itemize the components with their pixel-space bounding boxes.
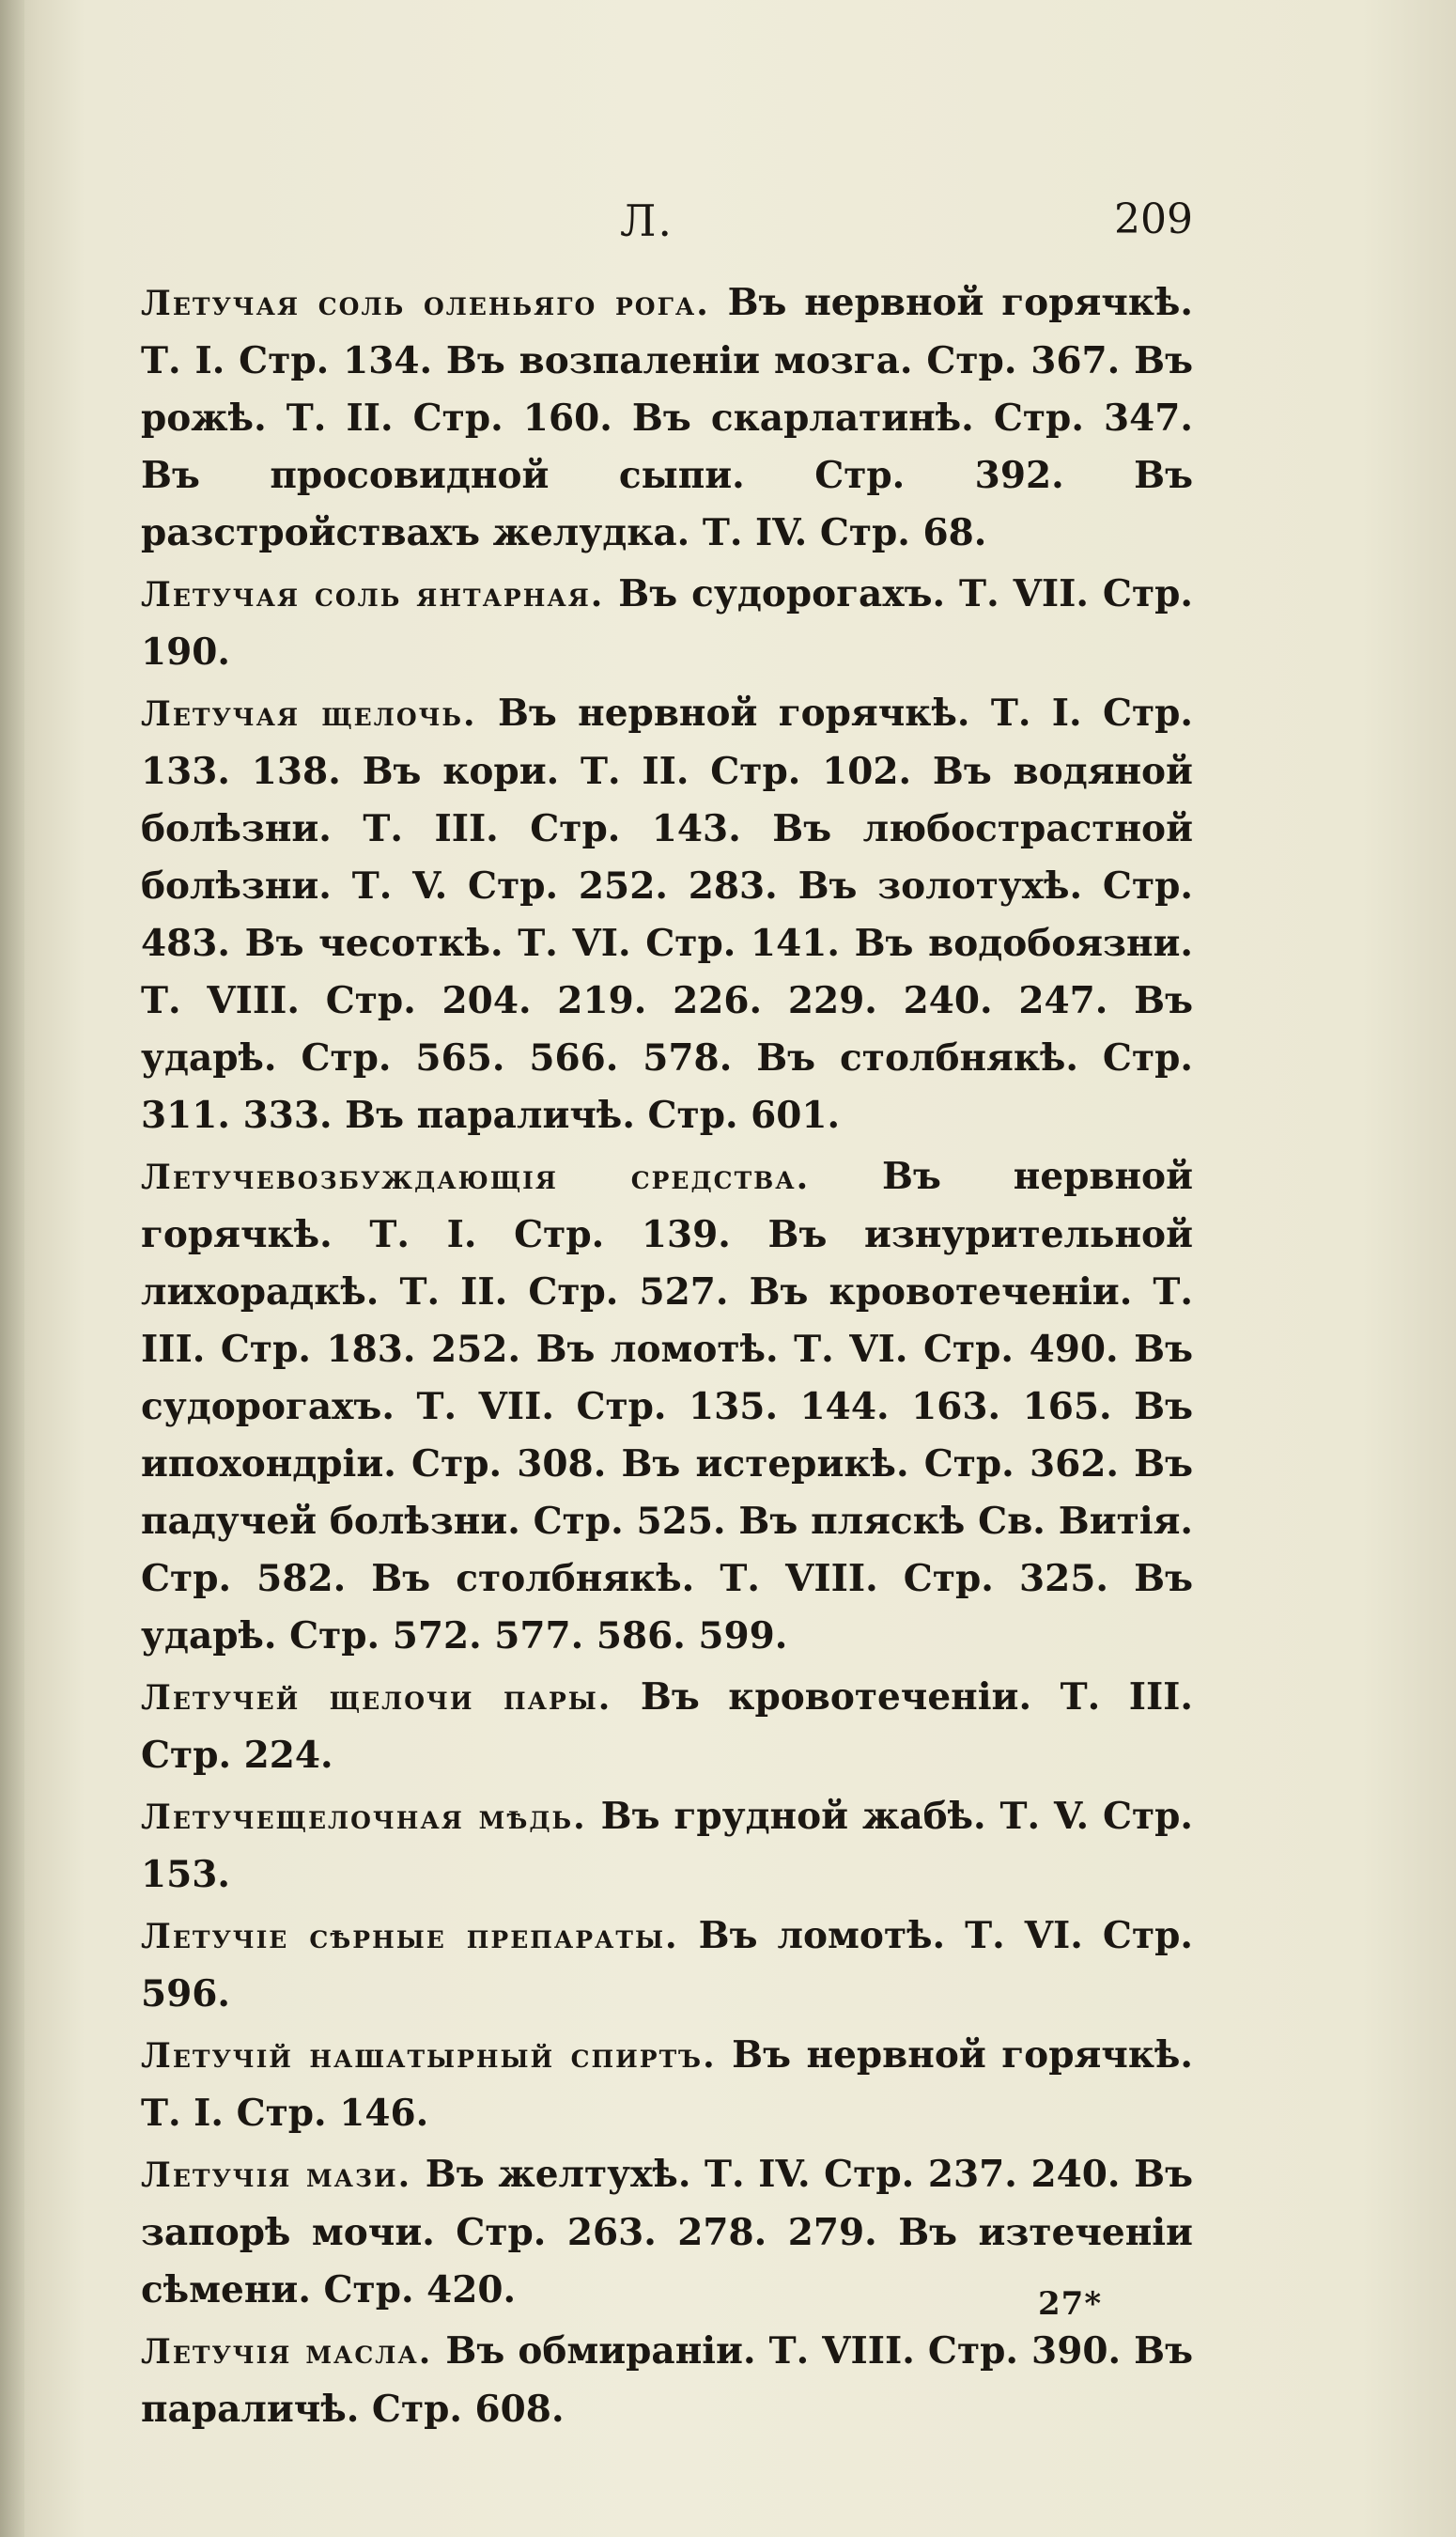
- index-entry: [141, 1788, 1193, 1904]
- entry-text: Въ нервной горячкѣ. Т. I. Стр. 133. 138. Въ кори. Т. II. Стр. 102. Въ водяной болѣзни. Т. III. Стр. 143. Въ любострастной болѣзни. Т. V. Стр. 252. 283. Въ золотухѣ. Стр. 483. Въ чесоткѣ. Т. VI. Стр. 141. Въ водобоязни. Т. VIII. Стр. 204. 219. 226. 229. 240. 247. Въ ударѣ. Стр. 565. 566. 578. Въ столбнякѣ. Стр. 311. 333. Въ параличѣ. Стр. 601.: [141, 692, 1193, 1137]
- entry-text: Въ нервной горячкѣ. Т. I. Стр. 146.: [141, 2033, 1193, 2135]
- entry-headword: Летучая соль янтарная.: [141, 575, 605, 615]
- index-text-block: [141, 274, 1193, 2442]
- entry-text: Въ желтухѣ. Т. IV. Стр. 237. 240. Въ запорѣ мочи. Стр. 263. 278. 279. Въ изтеченіи сѣмени. Стр. 420.: [141, 2153, 1193, 2311]
- entry-text: Въ кровотеченіи. Т. III. Стр. 224.: [141, 1675, 1194, 1777]
- index-entry: [141, 1907, 1193, 2023]
- entry-text: Въ судорогахъ. Т. VII. Стр. 190.: [141, 572, 1193, 674]
- index-entry: [141, 274, 1193, 562]
- entry-headword: Летучій нашатырный спиртъ.: [141, 2036, 717, 2076]
- index-entry: [141, 2146, 1193, 2319]
- running-head: Л.: [620, 195, 674, 246]
- entry-headword: Летучевозбуждающія средства.: [141, 1158, 811, 1197]
- index-entry: [141, 2027, 1193, 2142]
- signature-mark: 27*: [1038, 2285, 1103, 2323]
- page-header: [141, 195, 1193, 252]
- index-entry: [141, 2323, 1193, 2438]
- entry-headword: Летучая щелочь.: [141, 694, 477, 734]
- page-number: 209: [1114, 195, 1193, 243]
- entry-headword: Летучая соль оленьяго рога.: [141, 284, 710, 323]
- entry-headword: Летучіе сѣрные препараты.: [141, 1917, 679, 1956]
- entry-headword: Летучія мази.: [141, 2156, 412, 2195]
- index-entry: [141, 566, 1193, 681]
- entry-headword: Летучещелочная мѣдь.: [141, 1798, 587, 1837]
- entry-headword: Летучія масла.: [141, 2332, 433, 2372]
- entry-headword: Летучей щелочи пары.: [141, 1678, 612, 1718]
- index-entry: [141, 685, 1193, 1144]
- index-entry: [141, 1669, 1193, 1784]
- page-spine-shadow: [0, 0, 24, 2537]
- index-entry: [141, 1148, 1193, 1665]
- entry-text: Въ грудной жабѣ. Т. V. Стр. 153.: [141, 1795, 1194, 1896]
- entry-text: Въ нервной горячкѣ. Т. I. Стр. 134. Въ возпаленіи мозга. Стр. 367. Въ рожѣ. Т. II. Стр. 160. Въ скарлатинѣ. Стр. 347. Въ просовидной сыпи. Стр. 392. Въ разстройствахъ желудка. Т. IV. Стр. 68.: [141, 281, 1193, 554]
- entry-text: Въ ломотѣ. Т. VI. Стр. 596.: [141, 1914, 1193, 2016]
- entry-text: Въ обмираніи. Т. VIII. Стр. 390. Въ параличѣ. Стр. 608.: [141, 2329, 1193, 2431]
- entry-text: Въ нервной горячкѣ. Т. I. Стр. 139. Въ изнурительной лихорадкѣ. Т. II. Стр. 527. Въ кровотеченіи. Т. III. Стр. 183. 252. Въ ломотѣ. Т. VI. Стр. 490. Въ судорогахъ. Т. VII. Стр. 135. 144. 163. 165. Въ ипохондріи. Стр. 308. Въ истерикѣ. Стр. 362. Въ падучей болѣзни. Стр. 525. Въ пляскѣ Св. Витія. Стр. 582. Въ столбнякѣ. Т. VIII. Стр. 325. Въ ударѣ. Стр. 572. 577. 586. 599.: [141, 1155, 1193, 1658]
